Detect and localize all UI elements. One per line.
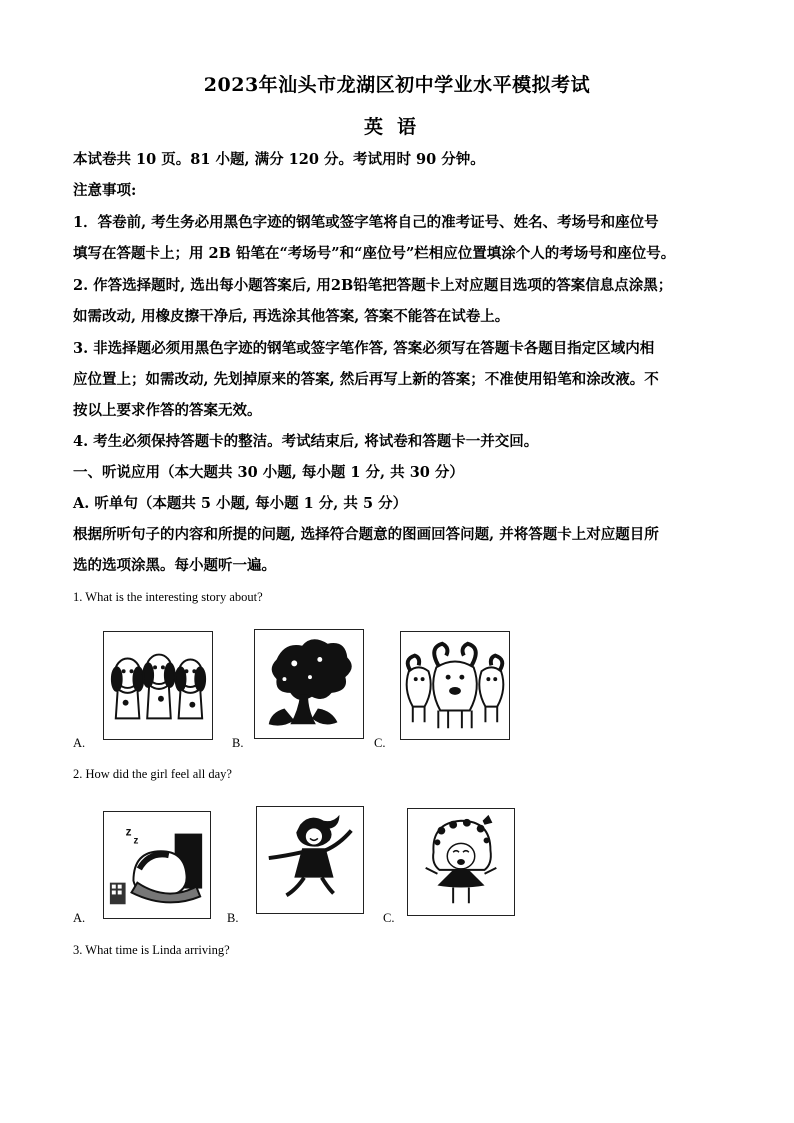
section-title: 一、听说应用（本大题共 30 小题, 每小题 1 分, 共 30 分） bbox=[73, 464, 464, 481]
question-1-text: 1. What is the interesting story about? bbox=[73, 590, 263, 604]
part-a-title: A. 听单句（本题共 5 小题, 每小题 1 分, 共 5 分） bbox=[73, 495, 408, 512]
question-2-text: 2. How did the girl feel all day? bbox=[73, 767, 232, 781]
exam-title: 2023年汕头市龙湖区初中学业水平模拟考试 bbox=[203, 74, 591, 96]
subject-title: 英语 bbox=[363, 116, 430, 138]
notice-line: 1．答卷前, 考生务必用黑色字迹的钢笔或签字笔将自己的准考证号、姓名、考场号和座位号 bbox=[73, 214, 659, 231]
option-label: A. bbox=[73, 911, 86, 925]
crying-girl-icon bbox=[407, 808, 515, 916]
instruction-line: 根据所听句子的内容和所提的问题, 选择符合题意的图画回答问题, 并将答题卡上对应题目所 bbox=[73, 526, 659, 543]
option-label: C. bbox=[383, 911, 395, 925]
notice-line: 按以上要求作答的答案无效。 bbox=[73, 402, 262, 419]
notice-line: 2. 作答选择题时, 选出每小题答案后, 用2B铅笔把答题卡上对应题目选项的答案信息点涂黑； bbox=[73, 277, 673, 294]
three-dogs-icon bbox=[103, 631, 213, 740]
svg-text:z: z bbox=[125, 825, 132, 839]
notice-line: 应位置上；如需改动, 先划掉原来的答案, 然后再写上新的答案；不准使用铅笔和涂改液。不 bbox=[73, 371, 659, 388]
happy-jumping-girl-icon bbox=[256, 806, 364, 914]
tree-icon bbox=[254, 629, 364, 739]
notice-heading: 注意事项: bbox=[73, 182, 137, 199]
exam-intro: 本试卷共 10 页。81 小题, 满分 120 分。考试用时 90 分钟。 bbox=[73, 151, 485, 168]
notice-line: 4. 考生必须保持答题卡的整洁。考试结束后, 将试卷和答题卡一并交回。 bbox=[73, 433, 539, 450]
svg-text:z: z bbox=[133, 835, 139, 847]
option-label: C. bbox=[374, 736, 386, 750]
option-label: A. bbox=[73, 736, 86, 750]
notice-line: 填写在答题卡上；用 2B 铅笔在“考场号”和“座位号”栏相应位置填涂个人的考场号和座位号。 bbox=[73, 245, 676, 262]
sleepy-girl-icon bbox=[103, 811, 211, 919]
notice-line: 如需改动, 用橡皮擦干净后, 再选涂其他答案, 答案不能答在试卷上。 bbox=[73, 308, 510, 325]
option-label: B. bbox=[232, 736, 244, 750]
three-sheep-icon bbox=[400, 631, 510, 740]
instruction-line: 选的选项涂黑。每小题听一遍。 bbox=[73, 557, 276, 574]
option-label: B. bbox=[227, 911, 239, 925]
notice-line: 3. 非选择题必须用黑色字迹的钢笔或签字笔作答, 答案必须写在答题卡各题目指定区域内相 bbox=[73, 340, 655, 357]
question-3-text: 3. What time is Linda arriving? bbox=[73, 943, 230, 957]
